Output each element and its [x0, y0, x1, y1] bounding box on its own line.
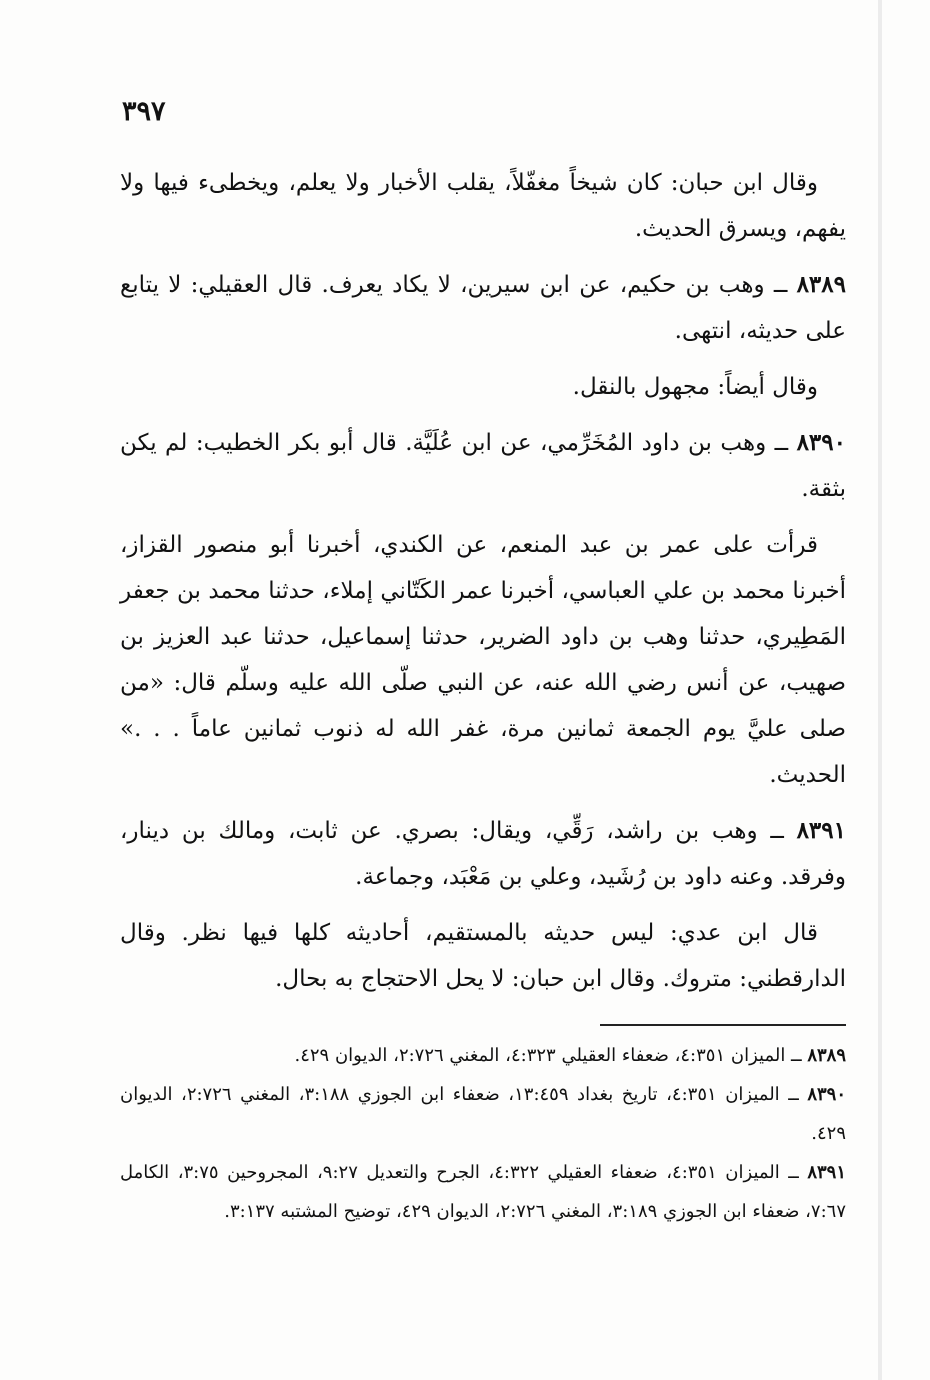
- footnote-text: ــ الميزان ٤:٣٥١، تاريخ بغداد ١٣:٤٥٩، ضعفاء ابن الجوزي ٣:١٨٨، المغني ٢:٧٢٦، الديوان ٤٢٩.: [120, 1084, 846, 1144]
- footnote-number: ٨٣٨٩: [807, 1045, 846, 1066]
- footnote-number: ٨٣٩٠: [807, 1084, 846, 1105]
- main-text: [120, 160, 846, 1012]
- footnote-8391: [120, 1153, 846, 1231]
- footnote-8389: [120, 1036, 846, 1075]
- entry-number: ٨٣٩٠: [796, 429, 846, 456]
- paragraph-isnad: قرأت على عمر بن عبد المنعم، عن الكندي، أخبرنا أبو منصور القزاز، أخبرنا محمد بن علي العباسي، أخبرنا عمر الكَتّاني إملاء، حدثنا محمد بن جعفر المَطِيري، حدثنا وهب بن داود الضرير، حدثنا إسماعيل، حدثنا عبد العزيز بن صهيب، عن أنس رضي الله عنه، عن النبي صلّى الله عليه وسلّم قال: «من صلى عليَّ يوم الجمعة ثمانين مرة، غفر الله له ذنوب ثمانين عاماً . . .» الحديث.: [120, 532, 846, 788]
- footnote-text: ــ الميزان ٤:٣٥١، ضعفاء العقيلي ٤:٣٢٣، المغني ٢:٧٢٦، الديوان ٤٢٩.: [294, 1045, 808, 1066]
- footnote-number: ٨٣٩١: [807, 1162, 846, 1183]
- paragraph-ibn-adi: قال ابن عدي: ليس حديثه بالمستقيم، أحاديثه كلها فيها نظر. وقال الدارقطني: متروك. وقال ابن حبان: لا يحل الاحتجاج به بحال.: [120, 920, 846, 992]
- entry-8390: [120, 420, 846, 512]
- entry-text: ــ وهب بن حكيم، عن ابن سيرين، لا يكاد يعرف. قال العقيلي: لا يتابع على حديثه، انتهى.: [120, 272, 846, 344]
- paragraph-ibn-hibban: وقال ابن حبان: كان شيخاً مغفّلاً، يقلب الأخبار ولا يعلم، ويخطىء فيها ولا يفهم، ويسرق الحديث.: [120, 170, 846, 242]
- entry-number: ٨٣٩١: [796, 817, 846, 844]
- entry-number: ٨٣٨٩: [796, 271, 846, 298]
- page-number: ٣٩٧: [122, 96, 166, 127]
- entry-text: ــ وهب بن راشد، رَقِّي، ويقال: بصري. عن ثابت، ومالك بن دينار، وفرقد. وعنه داود بن رُشَيد، وعلي بن مَعْبَد، وجماعة.: [120, 818, 846, 890]
- footnote-text: ــ الميزان ٤:٣٥١، ضعفاء العقيلي ٤:٣٢٢، الجرح والتعديل ٩:٢٧، المجروحين ٣:٧٥، الكامل ٧:٦٧، ضعفاء ابن الجوزي ٣:١٨٩، المغني ٢:٧٢٦، الديوان ٤٢٩، توضيح المشتبه ٣:١٣٧.: [120, 1162, 846, 1222]
- paragraph-also: وقال أيضاً: مجهول بالنقل.: [572, 374, 818, 400]
- footnotes: [120, 1036, 846, 1231]
- footnote-8390: [120, 1075, 846, 1153]
- footnote-separator: [600, 1024, 846, 1026]
- entry-8391: [120, 808, 846, 900]
- entry-text: ــ وهب بن داود المُخَرِّمي، عن ابن عُلَيَّة. قال أبو بكر الخطيب: لم يكن بثقة.: [120, 430, 846, 502]
- page-edge-shadow: [878, 0, 882, 1380]
- entry-8389: [120, 262, 846, 354]
